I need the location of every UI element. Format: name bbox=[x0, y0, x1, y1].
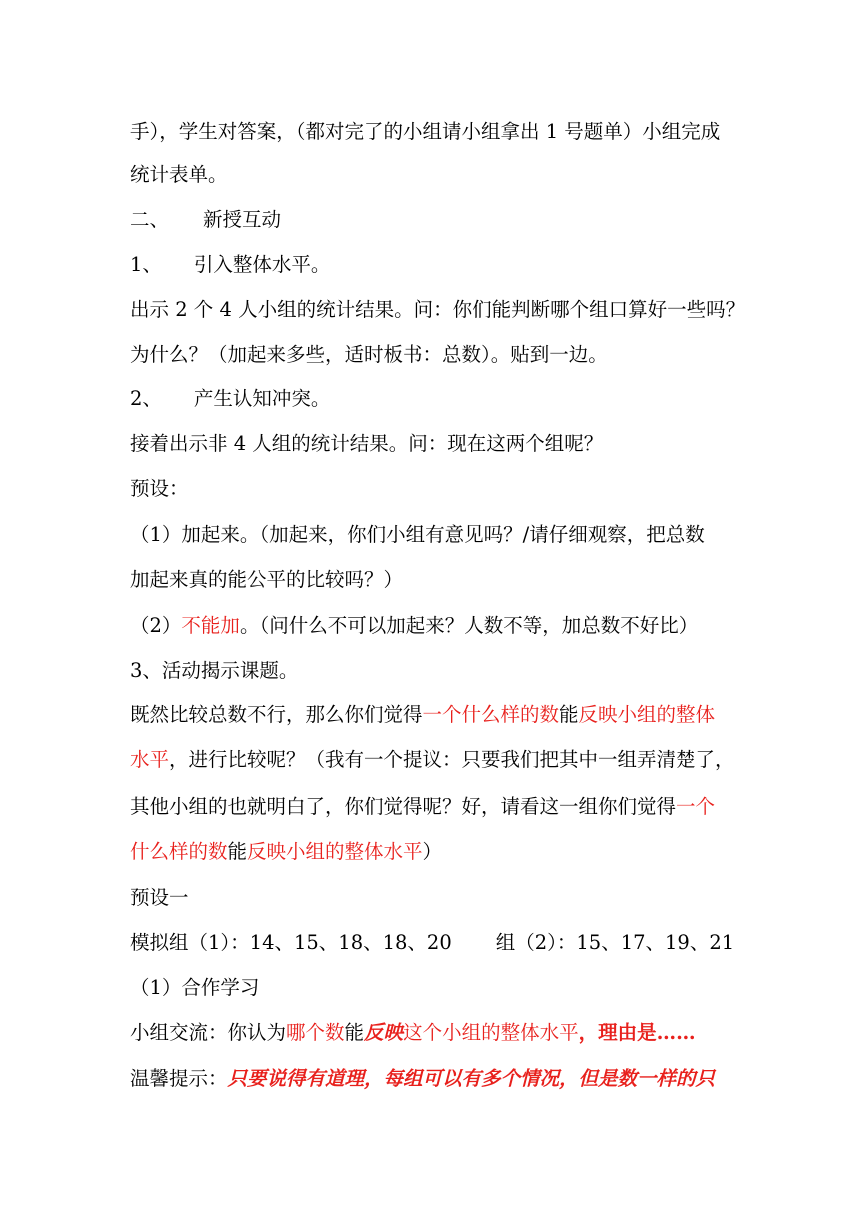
text-line: 预设： bbox=[130, 477, 189, 500]
highlight-text: 反映小组的整体水平 bbox=[247, 840, 423, 863]
subsection-heading bbox=[130, 250, 740, 280]
highlight-text: ，理由是…… bbox=[578, 1021, 696, 1044]
subsection-heading: 3、活动揭示课题。 bbox=[130, 659, 299, 682]
highlight-text: 一个什么样的数 bbox=[422, 703, 560, 726]
text-line: （1）加起来。（加起来，你们小组有意见吗？/请仔细观察，把总数 bbox=[130, 523, 705, 546]
text-line bbox=[130, 792, 740, 822]
text-span: 能 bbox=[344, 1021, 365, 1044]
text-line bbox=[130, 611, 740, 641]
highlight-text: 水平 bbox=[130, 748, 170, 771]
text-line: 为什么？（加起来多些，适时板书：总数）。贴到一边。 bbox=[130, 343, 608, 366]
text-line: 预设一 bbox=[130, 886, 189, 909]
text-line bbox=[130, 1064, 740, 1094]
text-line: （1）合作学习 bbox=[130, 976, 260, 999]
text-line bbox=[130, 745, 740, 775]
section-title: 新授互动 bbox=[203, 208, 282, 231]
subsection-title: 产生认知冲突。 bbox=[193, 387, 331, 410]
text-span: ，进行比较呢？（我有一个提议：只要我们把其中一组弄清楚了， bbox=[169, 748, 735, 771]
text-line bbox=[130, 928, 740, 958]
highlight-text: 什么样的数 bbox=[130, 840, 228, 863]
text-span: 既然比较总数不行，那么你们觉得 bbox=[130, 703, 423, 726]
text-span: 能 bbox=[559, 703, 579, 726]
text-line bbox=[130, 700, 740, 730]
subsection-number: 2、 bbox=[130, 387, 162, 410]
highlight-text: 只要说得有道理，每组可以有多个情况，但是数一样的只 bbox=[227, 1067, 716, 1090]
item-number: （2） bbox=[130, 614, 182, 637]
text-span: 能 bbox=[227, 840, 248, 863]
group-2-data: 组（2）：15、17、19、21 bbox=[495, 931, 735, 954]
text-span: 。（问什么不可以加起来？人数不等，加总数不好比） bbox=[239, 614, 699, 637]
text-span: 小组交流：你认为 bbox=[130, 1021, 287, 1044]
group-1-data: 模拟组（1）：14、15、18、18、20 bbox=[130, 931, 452, 954]
highlight-text: 不能加 bbox=[181, 614, 240, 637]
text-span: 其他小组的也就明白了，你们觉得呢？好，请看这一组你们觉得 bbox=[130, 795, 677, 818]
text-span: 温馨提示： bbox=[130, 1067, 228, 1090]
highlight-text: 这个小组的整体水平 bbox=[403, 1021, 579, 1044]
text-line bbox=[130, 1018, 740, 1048]
text-line bbox=[130, 837, 740, 867]
text-line: 手），学生对答案，（都对完了的小组请小组拿出 1 号题单）小组完成 bbox=[130, 120, 721, 143]
subsection-title: 引入整体水平。 bbox=[193, 253, 331, 276]
section-heading bbox=[130, 205, 740, 235]
text-line: 加起来真的能公平的比较吗？） bbox=[130, 568, 404, 591]
text-line: 统计表单。 bbox=[130, 163, 228, 186]
text-line: 出示 2 个 4 人小组的统计结果。问：你们能判断哪个组口算好一些吗？ bbox=[130, 298, 746, 321]
highlight-text: 反映 bbox=[364, 1021, 404, 1044]
subsection-heading bbox=[130, 384, 740, 414]
text-span: ） bbox=[422, 840, 443, 863]
subsection-number: 1、 bbox=[130, 253, 162, 276]
highlight-text: 反映小组的整体 bbox=[578, 703, 716, 726]
highlight-text: 一个 bbox=[676, 795, 716, 818]
text-line: 接着出示非 4 人组的统计结果。问：现在这两个组呢？ bbox=[130, 432, 604, 455]
highlight-text: 哪个数 bbox=[286, 1021, 345, 1044]
section-number: 二、 bbox=[130, 208, 170, 231]
